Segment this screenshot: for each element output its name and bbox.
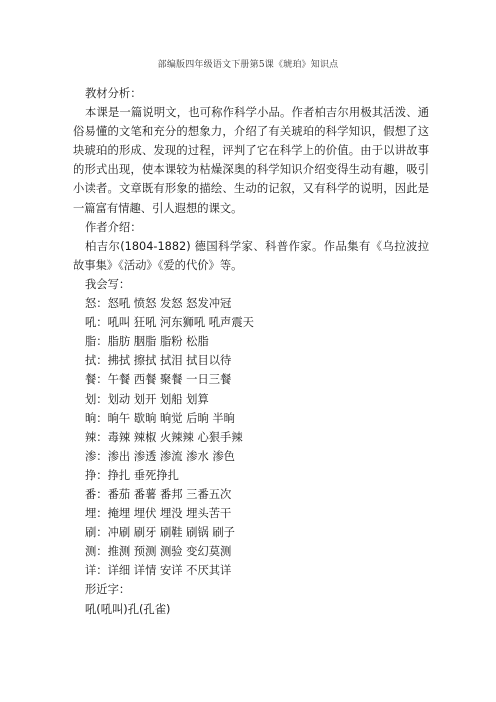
- document-body: [73, 84, 429, 619]
- analysis-heading: 教材分析：: [85, 87, 142, 100]
- analysis-paragraph: 本课是一篇说明文，也可称作科学小品。作者柏吉尔用极其活泼、通俗易懂的文笔和充分的想象力，介绍了有关琥珀的科学知识，假想了这块琥珀的形成、发现的过程，评判了它在科学上的价值。由于以讲故事的形式出现，使本课较为枯燥深奥的科学知识介绍变得生动有趣，吸引小读者。文章既有形象的描绘、生动的记叙，又有科学的说明，因此是一篇富有情趣、引人遐想的课文。: [73, 106, 429, 215]
- word-entry: 餐：午餐 西餐 聚餐 一日三餐: [85, 373, 232, 387]
- document-title: 部编版四年级语文下册第5课《琥珀》知识点: [157, 60, 339, 70]
- similar-chars-list: [73, 600, 429, 619]
- word-entry: 埋：掩埋 埋伏 埋没 埋头苦干: [85, 507, 232, 521]
- words-heading: 我会写：: [85, 277, 131, 291]
- word-entry: 脂：脂肪 胭脂 脂粉 松脂: [85, 335, 209, 349]
- similar-chars-entry: 吼(吼叫)孔(孔雀): [85, 602, 171, 616]
- author-heading: 作者介绍：: [85, 220, 142, 234]
- word-entry: 划：划动 划开 划船 划算: [85, 392, 209, 406]
- words-list: [73, 294, 429, 580]
- word-entry: 吼：吼叫 狂吼 河东狮吼 吼声震天: [85, 316, 254, 330]
- word-entry: 怒：怒吼 愤怒 发怒 怒发冲冠: [85, 297, 232, 311]
- word-entry: 拭：拂拭 擦拭 拭泪 拭目以待: [85, 354, 232, 368]
- word-entry: 详：详细 详情 安详 不厌其详: [85, 564, 232, 578]
- word-entry: 渗：渗出 渗透 渗流 渗水 渗色: [85, 449, 235, 463]
- word-entry: 测：推测 预测 测验 变幻莫测: [85, 545, 232, 559]
- word-entry: 辣：毒辣 辣椒 火辣辣 心狠手辣: [85, 430, 243, 444]
- author-paragraph: 柏吉尔(1804-1882) 德国科学家、科普作家。作品集有《乌拉波拉故事集》《活动》《爱的代价》等。: [73, 239, 429, 272]
- word-entry: 刷：冲刷 刷牙 刷鞋 刷锅 刷子: [85, 526, 235, 540]
- word-entry: 番：番茄 番薯 番邦 三番五次: [85, 487, 232, 501]
- word-entry: 晌：晌午 歇晌 晌觉 后晌 半晌: [85, 411, 235, 425]
- similar-chars-heading: 形近字：: [85, 583, 131, 597]
- word-entry: 挣：挣扎 垂死挣扎: [85, 468, 179, 482]
